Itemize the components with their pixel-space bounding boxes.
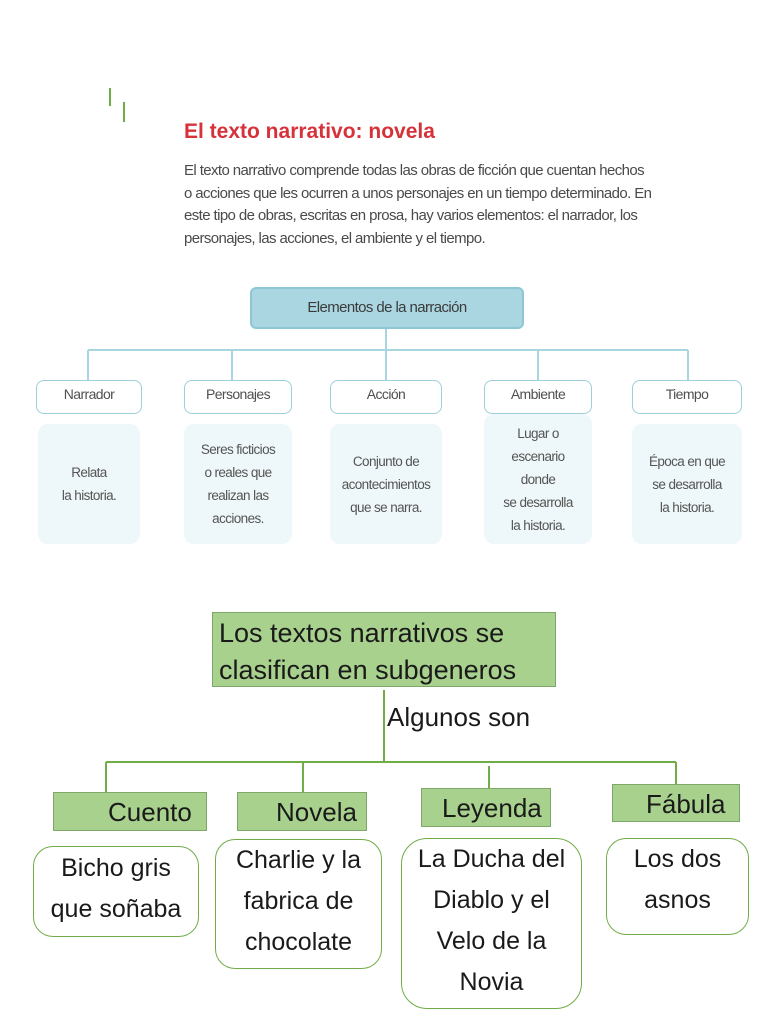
subgenres-title-box: [212, 612, 556, 687]
intro-line: o acciones que les ocurren a unos personajes en un tiempo determinado. En: [184, 184, 652, 202]
example-line: La Ducha del: [417, 845, 566, 873]
example-line: Charlie y la: [235, 846, 362, 874]
panel-title: El texto narrativo: novela: [184, 120, 435, 143]
example-line: Velo de la: [436, 927, 547, 955]
desc-line: Época en que: [648, 453, 726, 469]
desc-line: Conjunto de: [352, 453, 420, 469]
element-desc-personajes: [184, 424, 292, 544]
element-label-accion: Acción: [330, 380, 442, 414]
desc-line: la historia.: [510, 517, 566, 533]
example-line: chocolate: [244, 928, 353, 956]
element-label-personajes: Personajes: [184, 380, 292, 414]
element-desc-ambiente: [484, 414, 592, 544]
example-novela: [215, 839, 382, 969]
intro-text: [184, 160, 744, 250]
desc-line: Relata: [71, 465, 107, 480]
example-fabula: [606, 838, 749, 935]
element-label-tiempo: Tiempo: [632, 380, 742, 414]
category-leyenda: Leyenda: [421, 788, 551, 827]
example-line: asnos: [644, 886, 711, 914]
desc-line: acciones.: [212, 511, 264, 526]
element-label-ambiente: Ambiente: [484, 380, 592, 414]
desc-line: escenario: [511, 448, 565, 464]
example-line: Bicho gris: [61, 854, 171, 882]
category-cuento: Cuento: [53, 792, 207, 831]
example-line: Diablo y el: [433, 886, 550, 914]
elements-header: Elementos de la narración: [250, 287, 524, 329]
example-line: Novia: [459, 968, 524, 996]
desc-line: o reales que: [204, 465, 272, 480]
desc-line: realizan las: [207, 488, 269, 503]
desc-line: se desarrolla: [652, 476, 722, 492]
subgenres-title-line: Los textos narrativos se: [219, 618, 505, 648]
example-line: que soñaba: [50, 895, 182, 923]
desc-line: que se narra.: [350, 499, 422, 515]
element-desc-narrador: [38, 424, 140, 544]
desc-line: donde: [520, 471, 556, 487]
example-line: fabrica de: [243, 887, 354, 915]
intro-line: personajes, las acciones, el ambiente y el tiempo.: [184, 229, 486, 247]
desc-line: acontecimientos: [341, 476, 431, 492]
desc-line: Seres ficticios: [200, 442, 276, 457]
category-novela: Novela: [237, 792, 367, 831]
element-desc-tiempo: [632, 424, 742, 544]
desc-line: la historia.: [61, 488, 117, 503]
intro-line: El texto narrativo comprende todas las obras de ficción que cuentan hechos: [184, 162, 645, 179]
element-label-narrador: Narrador: [36, 380, 142, 414]
example-leyenda: [401, 838, 582, 1009]
desc-line: Lugar o: [517, 425, 559, 441]
connector-label: Algunos son: [387, 702, 531, 732]
category-fabula: Fábula: [612, 784, 740, 822]
example-line: Los dos: [633, 845, 722, 873]
subgenres-title-line: clasifican en subgeneros: [219, 655, 517, 685]
element-desc-accion: [330, 424, 442, 544]
desc-line: la historia.: [659, 499, 715, 515]
intro-line: este tipo de obras, escritas en prosa, hay varios elementos: el narrador, los: [184, 207, 638, 224]
example-cuento: [33, 846, 199, 937]
desc-line: se desarrolla: [503, 494, 573, 510]
